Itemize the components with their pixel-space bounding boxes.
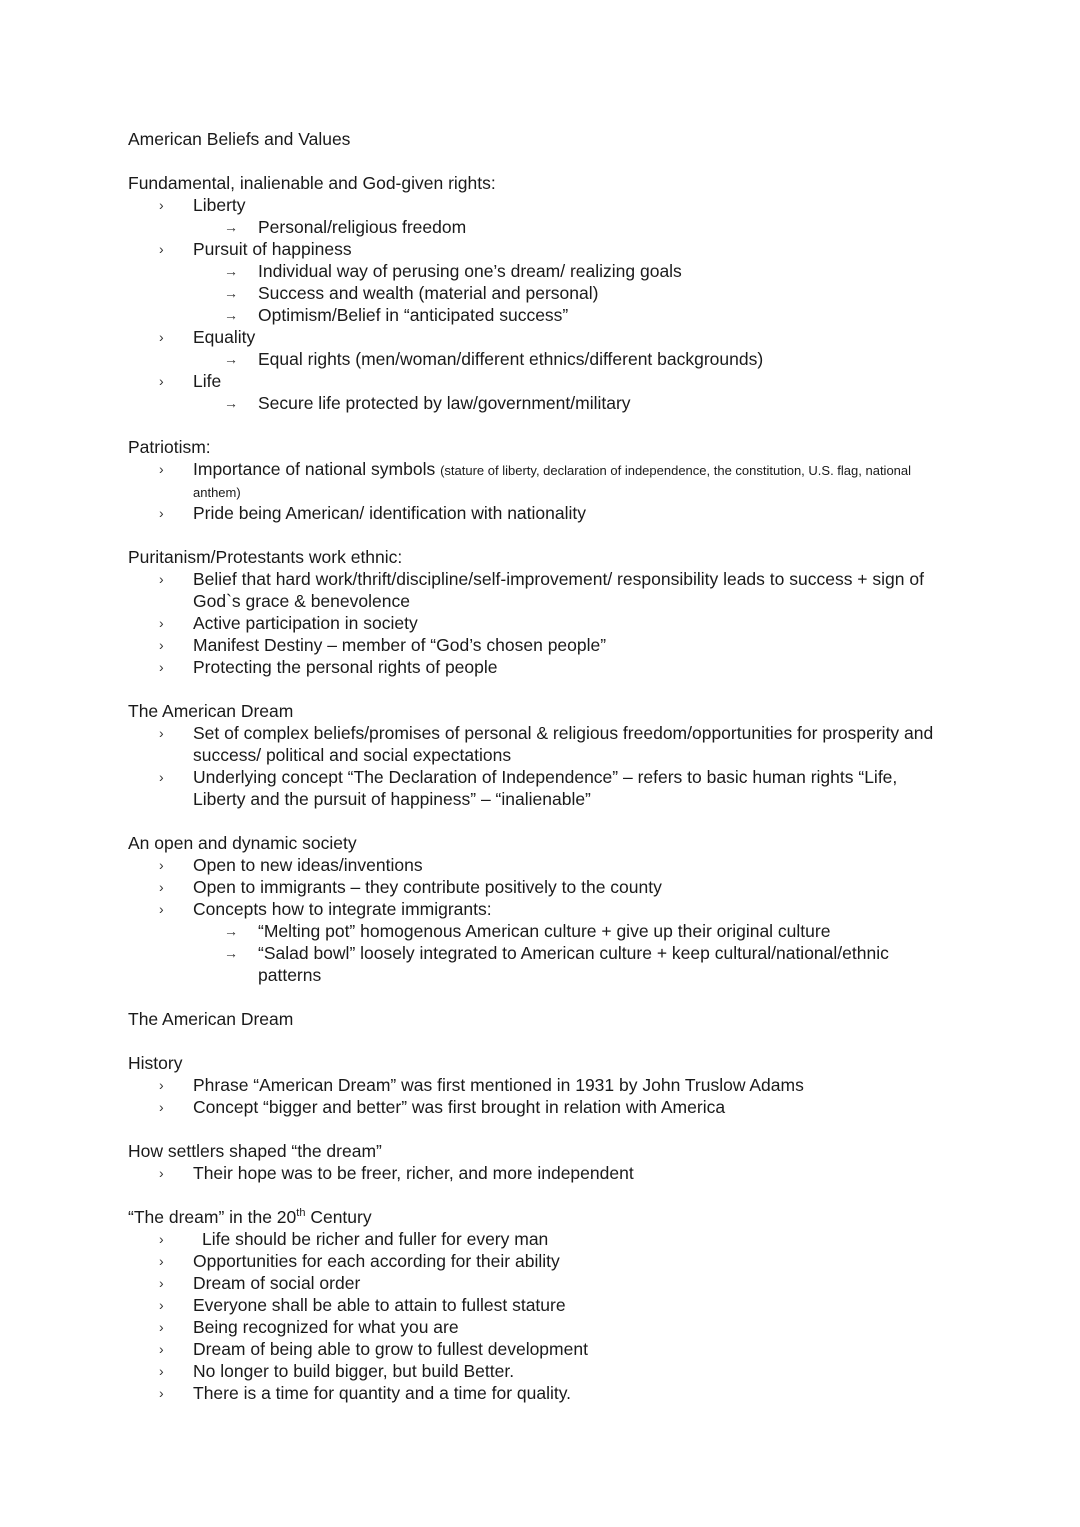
bullet-chevron-icon: › [159,637,164,653]
bullet-chevron-icon: › [159,241,164,257]
page-title: American Beliefs and Values [128,129,351,149]
american-dream-heading: The American Dream [128,701,294,721]
history-list [128,1074,948,1118]
list-item: › Manifest Destiny – member of “God’s chosen people” [159,635,607,655]
arrow-icon: → [224,307,238,323]
bullet-chevron-icon: › [159,461,164,477]
bullet-chevron-icon: › [159,1099,164,1115]
bullet-chevron-icon: › [159,1363,164,1379]
bullet-chevron-icon: › [159,901,164,917]
puritanism-list [128,568,948,678]
arrow-icon: → [224,395,238,411]
list-item: › Belief that hard work/thrift/discipline/self-improvement/ responsibility leads to success + sign of God`s grace & benevolence [159,569,924,611]
patriotism-heading: Patriotism: [128,437,211,457]
list-item: › Phrase “American Dream” was first mentioned in 1931 by John Truslow Adams [159,1075,804,1095]
history-heading: History [128,1053,183,1073]
bullet-chevron-icon: › [159,1253,164,1269]
bullet-chevron-icon: › [159,1165,164,1181]
arrow-icon: → [224,263,238,279]
bullet-chevron-icon: › [159,1275,164,1291]
bullet-chevron-icon: › [159,505,164,521]
bullet-chevron-icon: › [159,857,164,873]
rights-heading: Fundamental, inalienable and God-given rights: [128,173,496,193]
list-item: › Their hope was to be freer, richer, and more independent [159,1163,634,1183]
bullet-chevron-icon: › [159,1231,164,1247]
american-dream-list [128,722,948,810]
bullet-chevron-icon: › [159,659,164,675]
arrow-icon: → [224,945,238,961]
bullet-chevron-icon: › [159,1077,164,1093]
list-item: › Open to new ideas/inventions [159,855,423,875]
bullet-chevron-icon: › [159,329,164,345]
list-item: › No longer to build bigger, but build Better. [159,1361,515,1381]
arrow-icon: → [224,351,238,367]
list-item: › Equality [159,327,256,347]
section-title: The American Dream [128,1009,294,1029]
list-item: › Pride being American/ identification with nationality [159,503,586,523]
list-item: › Life [159,371,222,391]
bullet-chevron-icon: › [159,373,164,389]
bullet-chevron-icon: › [159,725,164,741]
settlers-list [128,1162,948,1184]
bullet-chevron-icon: › [159,571,164,587]
list-item: › Opportunities for each according for their ability [159,1251,560,1271]
settlers-heading: How settlers shaped “the dream” [128,1141,382,1161]
list-item: → Optimism/Belief in “anticipated success” [224,305,569,325]
list-item: › Concepts how to integrate immigrants: [159,899,492,919]
century-heading: “The dream” in the 20th Century [128,1207,372,1227]
bullet-chevron-icon: › [159,879,164,895]
puritanism-heading: Puritanism/Protestants work ethnic: [128,547,403,567]
list-item: → Individual way of perusing one’s dream/ realizing goals [224,261,682,281]
century-list [128,1228,948,1404]
list-item: → “Melting pot” homogenous American culture + give up their original culture [224,921,831,941]
list-item: → Equal rights (men/woman/different ethnics/different backgrounds) [224,349,764,369]
open-society-list [128,854,948,986]
list-item: → Secure life protected by law/government/military [224,393,631,413]
list-item: › Pursuit of happiness [159,239,352,259]
list-item: › Importance of national symbols (stature of liberty, declaration of independence, the constitution, U.S. flag, national anthem) [159,459,912,500]
bullet-chevron-icon: › [159,1385,164,1401]
open-society-heading: An open and dynamic society [128,833,357,853]
list-item: › Dream of being able to grow to fullest development [159,1339,588,1359]
document-page [128,128,948,1404]
list-item: › Everyone shall be able to attain to fullest stature [159,1295,566,1315]
arrow-icon: → [224,923,238,939]
list-item: → “Salad bowl” loosely integrated to American culture + keep cultural/national/ethnic patterns [224,943,889,985]
list-item: › Liberty [159,195,246,215]
patriotism-list [128,458,948,524]
list-item: › Being recognized for what you are [159,1317,459,1337]
rights-list [128,194,948,414]
bullet-chevron-icon: › [159,1341,164,1357]
list-item: › Active participation in society [159,613,418,633]
arrow-icon: → [224,285,238,301]
list-item: › Concept “bigger and better” was first brought in relation with America [159,1097,726,1117]
list-item: › There is a time for quantity and a time for quality. [159,1383,572,1403]
list-item: › Underlying concept “The Declaration of Independence” – refers to basic human rights “Life, Liberty and the pursuit of happiness” – “inalienable” [159,767,898,809]
bullet-chevron-icon: › [159,769,164,785]
arrow-icon: → [224,219,238,235]
bullet-chevron-icon: › [159,1319,164,1335]
bullet-chevron-icon: › [159,1297,164,1313]
bullet-chevron-icon: › [159,615,164,631]
list-item: › Set of complex beliefs/promises of personal & religious freedom/opportunities for prosperity and success/ political and social expectations [159,723,934,765]
list-item: › Open to immigrants – they contribute positively to the county [159,877,662,897]
list-item: → Success and wealth (material and personal) [224,283,599,303]
list-item: › Protecting the personal rights of people [159,657,498,677]
list-item: → Personal/religious freedom [224,217,467,237]
bullet-chevron-icon: › [159,197,164,213]
list-item: › Life should be richer and fuller for every man [159,1229,549,1249]
list-item: › Dream of social order [159,1273,361,1293]
